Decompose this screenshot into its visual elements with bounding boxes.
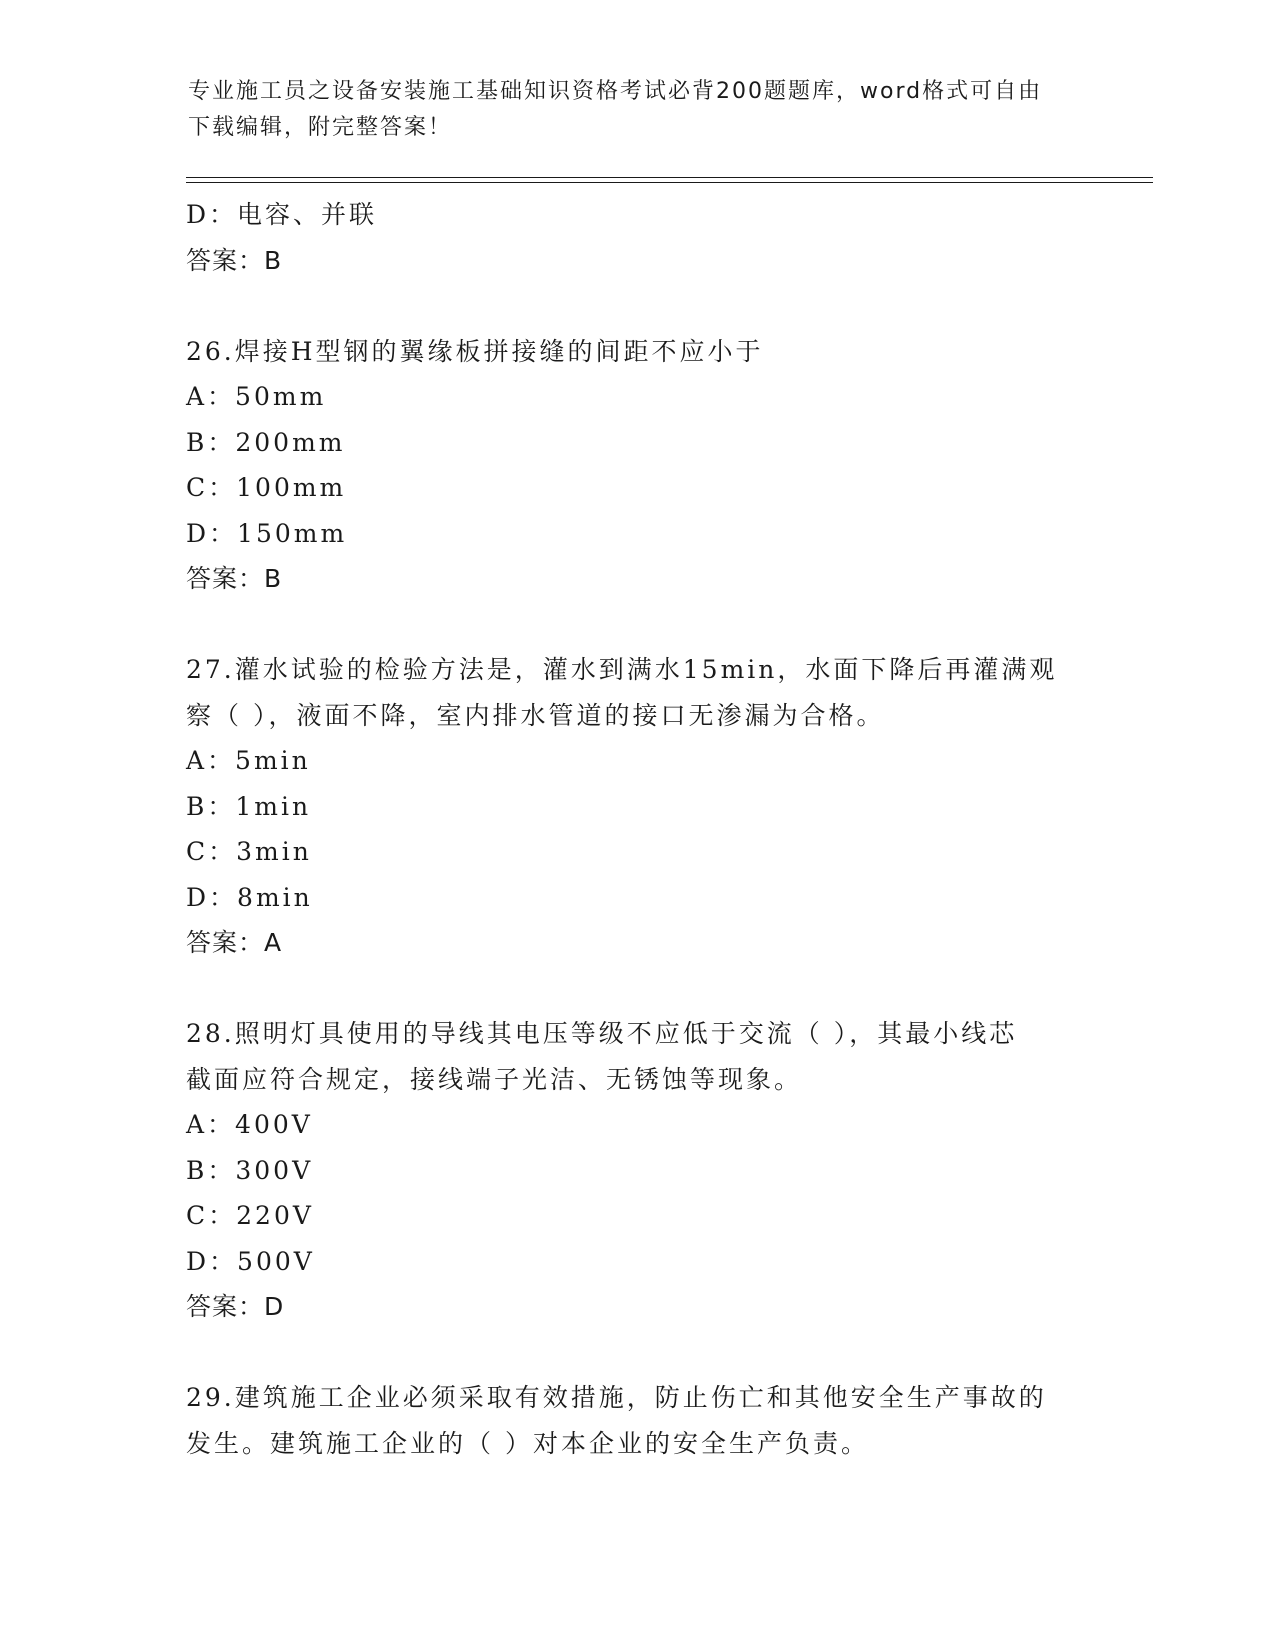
option-c: C：100mm <box>186 473 347 502</box>
question-28 <box>186 1011 1086 1330</box>
option-b: B：200mm <box>186 427 346 457</box>
option-c: C：3min <box>186 837 312 866</box>
question-stem-line-2: 察（ ），液面不降，室内排水管道的接口无渗漏为合格。 <box>186 700 885 730</box>
answer: 答案：B <box>186 245 283 275</box>
question-29 <box>186 1375 1086 1466</box>
header-rule-bottom <box>186 182 1153 183</box>
option-d: D：500V <box>186 1246 315 1276</box>
option-d: D：150mm <box>186 518 348 548</box>
option-a: A：400V <box>186 1110 313 1139</box>
question-26 <box>186 329 1086 602</box>
option-a: A：50mm <box>186 382 327 411</box>
spacer <box>186 1330 1086 1376</box>
spacer <box>186 602 1086 648</box>
question-list <box>186 192 1086 1466</box>
option-a: A：5min <box>186 746 311 775</box>
question-stem-line-2: 截面应符合规定，接线端子光洁、无锈蚀等现象。 <box>186 1064 803 1094</box>
header-rule-top <box>186 177 1153 178</box>
option-d: D：8min <box>186 882 313 912</box>
question-27 <box>186 647 1086 966</box>
question-stem-line-1: 27.灌水试验的检验方法是，灌水到满水15min，水面下降后再灌满观 <box>186 655 1058 684</box>
option-b: B：300V <box>186 1155 314 1185</box>
answer: 答案：B <box>186 564 283 593</box>
option-c: C：220V <box>186 1201 314 1230</box>
question-stem-line-1: 29.建筑施工企业必须采取有效措施，防止伤亡和其他安全生产事故的 <box>186 1383 1047 1412</box>
question-stem: 26.焊接H型钢的翼缘板拼接缝的间距不应小于 <box>186 336 764 366</box>
header-line-2: 下载编辑，附完整答案！ <box>188 115 453 140</box>
option-b: B：1min <box>186 791 312 821</box>
spacer <box>186 966 1086 1012</box>
question-stem-line-1: 28.照明灯具使用的导线其电压等级不应低于交流（ ），其最小线芯 <box>186 1019 1018 1048</box>
header-line-1: 专业施工员之设备安装施工基础知识资格考试必背200题题库，word格式可自由 <box>188 79 1043 104</box>
answer: 答案：D <box>186 1292 285 1321</box>
spacer <box>186 283 1086 329</box>
document-header <box>188 74 1088 146</box>
answer: 答案：A <box>186 928 283 957</box>
option-d: D：电容、并联 <box>186 200 378 229</box>
question-stem-line-2: 发生。建筑施工企业的（ ）对本企业的安全生产负责。 <box>186 1428 869 1458</box>
